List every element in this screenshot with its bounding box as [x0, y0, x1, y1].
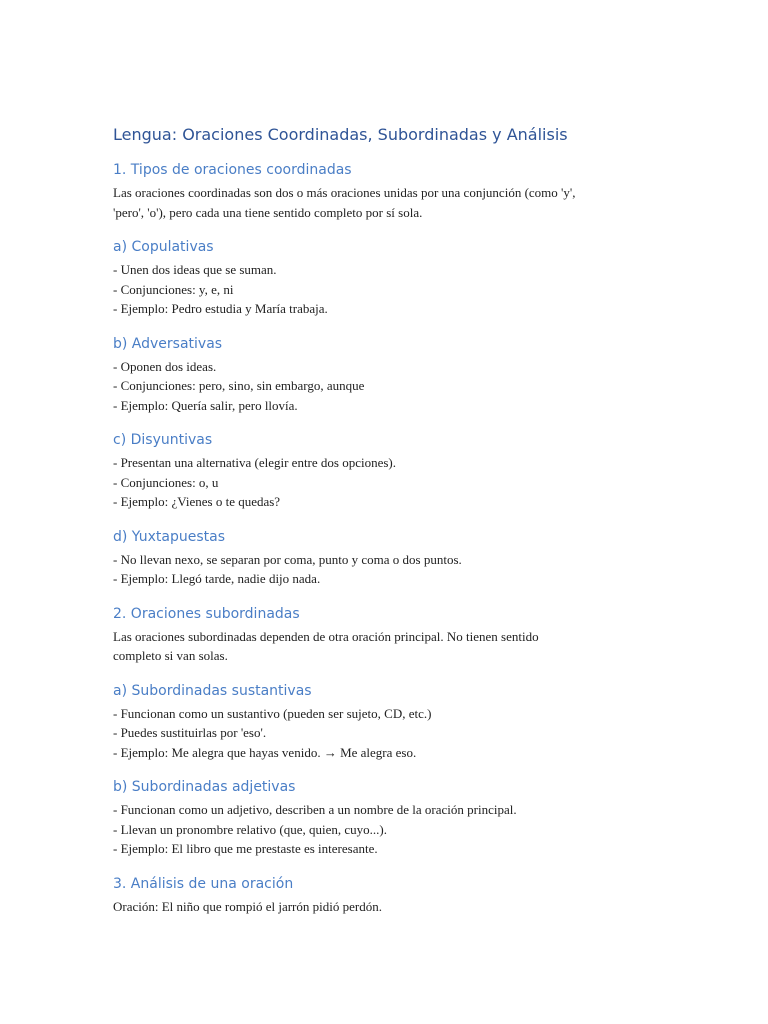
list-item: - Ejemplo: ¿Vienes o te quedas?	[113, 494, 281, 509]
list-item: - Ejemplo: Pedro estudia y María trabaja.	[113, 301, 328, 316]
list-item: - Conjunciones: y, e, ni	[113, 281, 234, 297]
subsection-heading: a) Subordinadas sustantivas	[113, 682, 312, 699]
list-item: - Ejemplo: Quería salir, pero llovía.	[113, 397, 298, 413]
subsection-heading: b) Subordinadas adjetivas	[113, 779, 296, 795]
subsection-yuxtapuestas	[113, 527, 673, 589]
subsection-heading: d) Yuxtapuestas	[113, 528, 225, 545]
list-item: - Ejemplo: El libro que me prestaste es interesante.	[113, 841, 378, 856]
subsection-heading: a) Copulativas	[113, 239, 214, 255]
list-item: - Funcionan como un adjetivo, describen a un nombre de la oración principal.	[113, 802, 517, 817]
subsection-copulativas	[113, 237, 673, 319]
list-item: - Puedes sustituirlas por 'eso'.	[113, 725, 267, 740]
list-item: - Presentan una alternativa (elegir entre dos opciones).	[113, 455, 396, 470]
section-analisis	[113, 874, 673, 917]
list-item: - Llevan un pronombre relativo (que, quien, cuyo...).	[113, 821, 387, 837]
subsection-adjetivas	[113, 777, 673, 859]
section-subordinadas	[113, 604, 673, 666]
document-title: Lengua: Oraciones Coordinadas, Subordinadas y Análisis	[113, 125, 568, 144]
paragraph-line: 'pero', 'o'), pero cada una tiene sentido completo por sí sola.	[113, 204, 423, 220]
list-item: - Conjunciones: o, u	[113, 474, 219, 490]
subsection-heading: b) Adversativas	[113, 335, 223, 352]
section-heading: 2. Oraciones subordinadas	[113, 605, 300, 622]
list-item: - Funcionan como un sustantivo (pueden ser sujeto, CD, etc.)	[113, 705, 432, 721]
subsection-disyuntivas	[113, 430, 673, 512]
section-heading: 3. Análisis de una oración	[113, 875, 294, 892]
list-item: - Ejemplo: Llegó tarde, nadie dijo nada.	[113, 571, 321, 586]
section-heading: 1. Tipos de oraciones coordinadas	[113, 162, 352, 178]
document-page	[113, 124, 673, 931]
paragraph-line: Las oraciones subordinadas dependen de otra oración principal. No tienen sentido	[113, 628, 539, 644]
subsection-sustantivas	[113, 681, 673, 763]
list-item: - No llevan nexo, se separan por coma, punto y coma o dos puntos.	[113, 551, 462, 567]
paragraph-line: Las oraciones coordinadas son dos o más oraciones unidas por una conjunción (como 'y',	[113, 185, 576, 200]
list-item: - Conjunciones: pero, sino, sin embargo, aunque	[113, 378, 365, 393]
paragraph-line: Oración: El niño que rompió el jarrón pidió perdón.	[113, 898, 382, 914]
list-item: - Oponen dos ideas.	[113, 358, 217, 374]
paragraph-line: completo si van solas.	[113, 648, 228, 663]
list-item: - Unen dos ideas que se suman.	[113, 262, 277, 277]
list-item: - Ejemplo: Me alegra que hayas venido. → Me alegra eso.	[113, 744, 417, 760]
subsection-adversativas	[113, 334, 673, 416]
section-coordinadas	[113, 160, 673, 222]
subsection-heading: c) Disyuntivas	[113, 432, 213, 448]
